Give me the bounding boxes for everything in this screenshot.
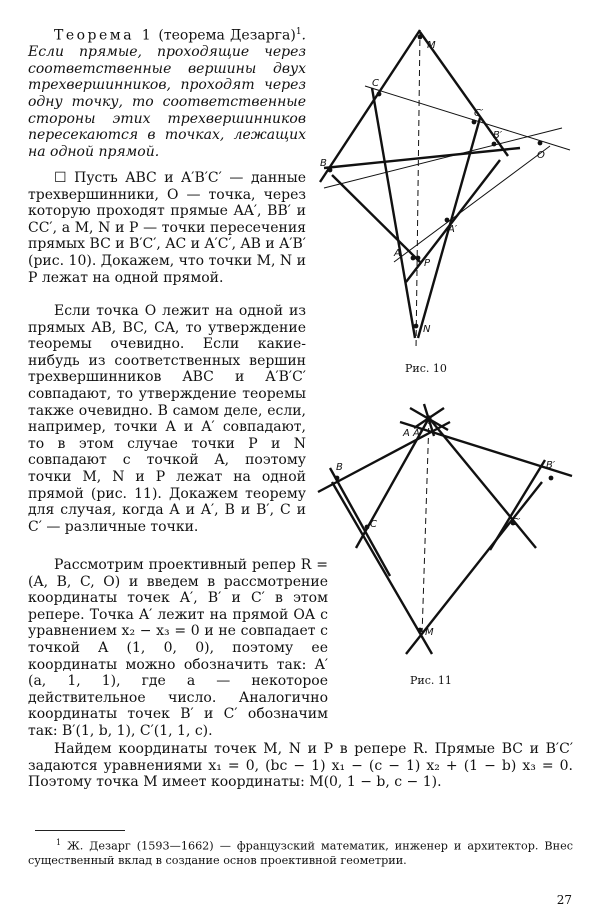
page-number: 27 — [556, 893, 572, 907]
label-m: M — [425, 627, 434, 638]
point-bp — [549, 476, 554, 481]
label-bp: B′ — [546, 460, 556, 471]
figure-10 — [310, 20, 580, 360]
point-n — [414, 324, 419, 329]
point-a — [426, 415, 431, 420]
proof-p4-block — [28, 741, 573, 791]
footnote-rule — [35, 830, 125, 831]
line-a-cp — [429, 418, 536, 548]
point-ap — [445, 218, 450, 223]
point-o — [538, 141, 543, 146]
footnote-mark: 1 — [56, 838, 62, 847]
label-b: B — [336, 462, 343, 473]
theorem-head-rest: (теорема Дезарга) — [153, 27, 296, 44]
point-bp — [492, 142, 497, 147]
proof-p1-block — [28, 170, 306, 286]
label-a-ap: A A′ — [403, 428, 423, 439]
point-p — [416, 256, 421, 261]
line-b-o — [324, 128, 562, 188]
line-a-m-dashed — [422, 418, 429, 636]
label-cp: C′ — [474, 108, 484, 119]
point-a — [411, 256, 416, 261]
point-cp — [472, 120, 477, 125]
point-m — [418, 628, 423, 633]
proof-p3-block — [28, 557, 328, 740]
footnote — [28, 836, 573, 868]
point-c — [365, 525, 370, 530]
point-b — [328, 168, 333, 173]
point-m — [418, 35, 423, 40]
theorem-block — [28, 24, 306, 160]
line-c-o — [365, 86, 570, 150]
proof-paragraph-4: Найдем координаты точек M, N и P в репере R. Прямые BC и B′C′ задаются уравнениями x₁ = 0, (bc − 1) x₁ − (c − 1) x₂ + (1 − b) x₃ = 0. Поэтому точка M имеет координаты: M(0, 1 − b, c − 1). — [28, 741, 573, 791]
point-c — [377, 92, 382, 97]
figure-11-caption: Рис. 11 — [410, 674, 452, 687]
line-m-n-dashed — [416, 30, 420, 350]
line-b-bp — [324, 148, 520, 168]
label-c: C — [372, 78, 379, 89]
proof-paragraph-2: Если точка O лежит на одной из прямых AB, BC, CA, то утверждение теоремы очевидно. Если какие-нибудь из соответственных вершин трехвершинников ABC и A′B′C′ совпадают, то утверждение теоремы также очевидно. В самом деле, если, например, точки A и A′ совпадают, то в этом случае точки P и N совпадают с точкой A, поэтому точки M, N и P лежат на одной прямой (рис. 11). Докажем теорему для случая, когда A и A′, B и B′, C и C′ — различные точки. — [28, 303, 306, 535]
label-m: M — [427, 40, 436, 51]
proof-paragraph-1: ☐ Пусть ABC и A′B′C′ — данные трехвершинники, O — точка, через которую проходят прямые AA′, BB′ и CC′, а M, N и P — точки пересечения прямых BC и B′C′, AC и A′C′, AB и A′B′ (рис. 10). Докажем, что точки M, N и P лежат на одной прямой. — [28, 170, 306, 286]
label-b: B — [320, 158, 327, 169]
label-p: P — [424, 258, 431, 269]
point-b — [335, 476, 340, 481]
line-c-n — [372, 88, 415, 338]
proof-paragraph-3: Рассмотрим проективный репер R = (A, B, C, O) и введем в рассмотрение координаты точек A′, B′ и C′ в этом репере. Точка A′ лежит на прямой OA с уравнением x₂ − x₃ = 0 и не совпадает с точкой A (1, 0, 0), поэтому ее координаты можно обозначить так: A′(a, 1, 1), где a — некоторое действительное число. Аналогично координаты точек B′ и C′ обозначим так: B′(1, b, 1), C′(1, 1, c). — [28, 557, 328, 739]
label-o: O — [537, 150, 545, 161]
label-bp: B′ — [493, 130, 503, 141]
figure-10-caption: Рис. 10 — [405, 362, 447, 375]
figure-11 — [310, 400, 580, 660]
proof-p2-block — [28, 303, 306, 535]
line-b-a — [332, 175, 420, 262]
theorem-statement: . Если прямые, проходящие через соответственные вершины двух трехвершинников, проходят через одну точку, то соответственные стороны этих трехвершинников пересекаются в точках, лежащих на одной прямой. — [28, 27, 306, 160]
label-ap: A′ — [448, 224, 458, 235]
line-b-c-ext — [330, 468, 390, 576]
label-c: C — [370, 519, 377, 530]
footnote-text: Ж. Дезарг (1593—1662) — французский математик, инженер и архитектор. Внес существенный вклад в создание основ проективной геометрии. — [28, 839, 573, 867]
label-n: N — [423, 324, 431, 335]
line-b-m — [332, 482, 432, 654]
theorem-head: Теорема 1 — [54, 27, 154, 44]
label-cp: C′ — [511, 517, 521, 528]
footnote-ref: 1 — [295, 27, 302, 37]
theorem-paragraph — [28, 24, 306, 160]
label-a: A — [394, 248, 401, 259]
line-bp-p — [406, 160, 500, 282]
